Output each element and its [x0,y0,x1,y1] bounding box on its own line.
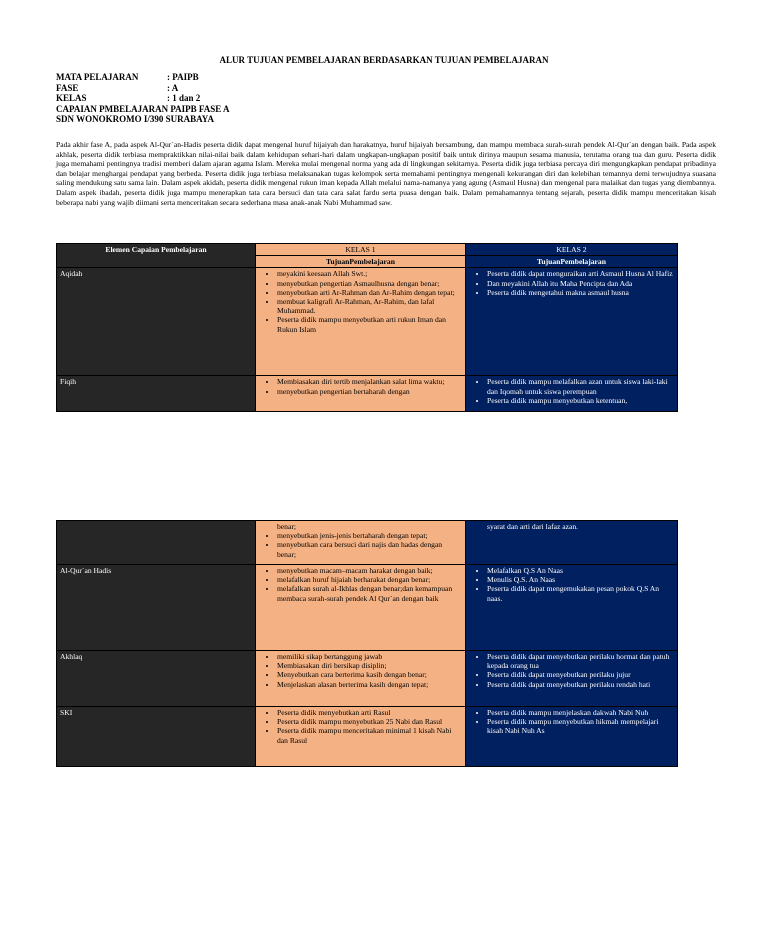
header-kelas-1: KELAS 1 [256,244,466,256]
kelas-1-objectives [256,376,466,412]
objective-item: • Peserta didik dapat menguraikan arti Asmaul Husna Al Hafiz [487,269,674,278]
element-name: SKI [57,707,256,767]
meta-value: : A [167,82,179,93]
objective-list [259,708,462,745]
table-row [57,521,678,565]
objective-item: • Peserta didik mengetahui makna asmaul husna [487,288,674,297]
element-name: Akhlaq [57,651,256,707]
kelas-2-objectives [466,376,678,412]
objective-list [469,377,674,405]
objective-list [259,377,462,395]
objective-list [259,531,462,559]
objective-item: • memiliki sikap bertanggung jawab [277,652,462,661]
document-meta [56,72,230,125]
objective-list [469,566,674,603]
objective-item: • menyebutkan cara bersuci dari najis dan hadas dengan benar; [277,540,462,558]
element-name [57,521,256,565]
objective-item: • Peserta didik menyebutkan arti Rasul [277,708,462,717]
meta-line-school: SDN WONOKROMO I/390 SURABAYA [56,114,214,124]
element-name: Aqidah [57,268,256,376]
meta-line-cp: CAPAIAN PMBELAJARAN PAIPB FASE A [56,103,230,114]
kelas-1-objectives [256,268,466,376]
objective-list [469,269,674,297]
kelas-1-objectives [256,707,466,767]
objective-item: • Peserta didik mampu menyebutkan hikmah mempelajari kisah Nabi Nuh As [487,717,674,735]
objective-item: • Peserta didik mampu menyebutkan ketentuan, [487,396,674,405]
meta-key: FASE [56,82,79,93]
objective-item: • Peserta didik mampu menjelaskan dakwah Nabi Nuh [487,708,674,717]
objective-item: • menyebutkan jenis-jenis bertaharah dengan tepat; [277,531,462,540]
meta-row-phase [56,83,230,94]
kelas-2-objectives [466,565,678,651]
element-name: Fiqih [57,376,256,412]
table-row [57,268,678,376]
kelas-2-objectives [466,268,678,376]
table-row [57,651,678,707]
objective-item: • menyebutkan arti Ar-Rahman dan Ar-Rahim dengan tepat; [277,288,462,297]
objective-item: • Menjelaskan alasan berterima kasih dengan tepat; [277,680,462,689]
objective-item: • melafalkan huruf hijaiah berharakat dengan benar; [277,575,462,584]
kelas-1-objectives [256,651,466,707]
page-title: ALUR TUJUAN PEMBELAJARAN BERDASARKAN TUJUAN PEMBELAJARAN [219,55,549,65]
objective-item: • Peserta didik dapat menyebutkan perilaku hormat dan patuh kepada orang tua [487,652,674,670]
objective-item: • menyebutkan pengertian bertaharah dengan [277,387,462,396]
table-row [57,565,678,651]
kelas-2-objectives [466,707,678,767]
objective-list [259,652,462,689]
objective-item: • Menyebutkan cara berterima kasih dengan benar; [277,670,462,679]
kelas-2-objectives [466,651,678,707]
kelas-1-objectives [256,565,466,651]
subheader-kelas-1: TujuanPembelajaran [256,256,466,268]
header-kelas-2: KELAS 2 [466,244,678,256]
objective-item: • Peserta didik mampu menceritakan minimal 1 kisah Nabi dan Rasul [277,726,462,744]
meta-value: : 1 dan 2 [167,93,201,103]
objective-item: • Peserta didik dapat mengemukakan pesan pokok Q.S An naas. [487,584,674,602]
objective-item: • Peserta didik mampu melafalkan azan untuk siswa laki-laki dan Iqomah untuk siswa perempuan [487,377,674,395]
objective-list [469,708,674,736]
objective-item: • menyebutkan pengertian Asmaulhusna dengan benar; [277,279,462,288]
objective-item: • Peserta didik mampu menyebutkan 25 Nabi dan Rasul [277,717,462,726]
meta-row-class [56,93,230,104]
subheader-kelas-2: TujuanPembelajaran [466,256,678,268]
objective-list [469,652,674,689]
objective-item: • Peserta didik mampu menyebutkan arti rukun Iman dan Rukun Islam [277,315,462,333]
learning-objectives-table-part-1 [56,243,678,412]
intro-paragraph: Pada akhir fase A, pada aspek Al-Qur`an-Hadis peserta didik dapat mengenal huruf hijaiyah dan harakatnya, huruf hijaiyah bersambung, dan mampu membaca surah-surah pendek Al-Qur`an dengan baik. Pada aspek akhlak, peserta didik terbiasa mempraktikkan nilai-nilai baik dalam kehidupan sehari-hari dalam ungkapan-ungkapan positif baik untuk dirinya maupun sesama manusia, terutama orang tua dan guru. Peserta didik juga memahami pentingnya tradisi memberi dalam ajaran agama Islam. Mereka mulai mengenal norma yang ada di lingkungan sekitarnya. Peserta didik juga terbiasa percaya diri mengungkapkan pendapat pribadinya dan belajar menghargai pendapat yang berbeda. Peserta didik juga terbiasa melaksanakan tugas kelompok serta memahami pentingnya mengenali kekurangan diri dan kelebihan temannya demi terwujudnya suasana saling mendukung satu sama lain. Dalam aspek akidah, peserta didik mengenal rukun iman kepada Allah melalui nama-namanya yang agung (Asmaul Husna) dan mengenal para malaikat dan tugas yang diembannya. Dalam aspek ibadah, peserta didik juga mampu menerapkan tata cara bersuci dan tata cara salat fardu serta puasa dengan baik. Dalam pemahamannya tentang sejarah, peserta didik mampu menceritakan kisah beberapa nabi yang wajib diimani serta menceritakan secara sederhana masa anak-anak Nabi Muhammad saw. [56,140,716,207]
objective-item: • membuat kaligrafi Ar-Rahman, Ar-Rahim, dan lafal Muhammad. [277,297,462,315]
objective-list [259,269,462,333]
objective-item: • Peserta didik dapat menyebutkan perilaku jujur [487,670,674,679]
objective-item: • Menulis Q.S. An Naas [487,575,674,584]
objective-item: • Dan meyakini Allah itu Maha Pencipta dan Ada [487,279,674,288]
objective-item: • Melafalkan Q.S An Naas [487,566,674,575]
learning-objectives-table-part-2 [56,520,678,767]
objective-list [259,566,462,603]
meta-key: KELAS [56,93,87,103]
continued-text: benar; [277,522,296,531]
objective-item: • melafalkan surah al-Ikhlas dengan benar;dan kemampuan membaca surah-surah pendek Al Qur`an dengan baik [277,584,462,602]
meta-key: MATA PELAJARAN [56,72,139,82]
continued-text: syarat dan arti dari lafaz azan. [487,522,579,531]
objective-item: • Membiasakan diri tertib menjalankan salat lima waktu; [277,377,462,386]
meta-row-subject [56,72,230,83]
objective-item: • Peserta didik dapat menyebutkan perilaku rendah hati [487,680,674,689]
table-row [57,376,678,412]
objective-item: • menyebutkan macam–macam harakat dengan baik; [277,566,462,575]
kelas-1-objectives [256,521,466,565]
objective-item: • meyakini keesaan Allah Swt.; [277,269,462,278]
kelas-2-objectives [466,521,678,565]
objective-item: • Membiasakan diri bersikap disiplin; [277,661,462,670]
element-name: Al-Qur`an Hadis [57,565,256,651]
header-element: Elemen Capaian Pembelajaran [57,244,256,268]
table-header-row [57,244,678,256]
meta-value: : PAIPB [167,72,199,82]
table-row [57,707,678,767]
